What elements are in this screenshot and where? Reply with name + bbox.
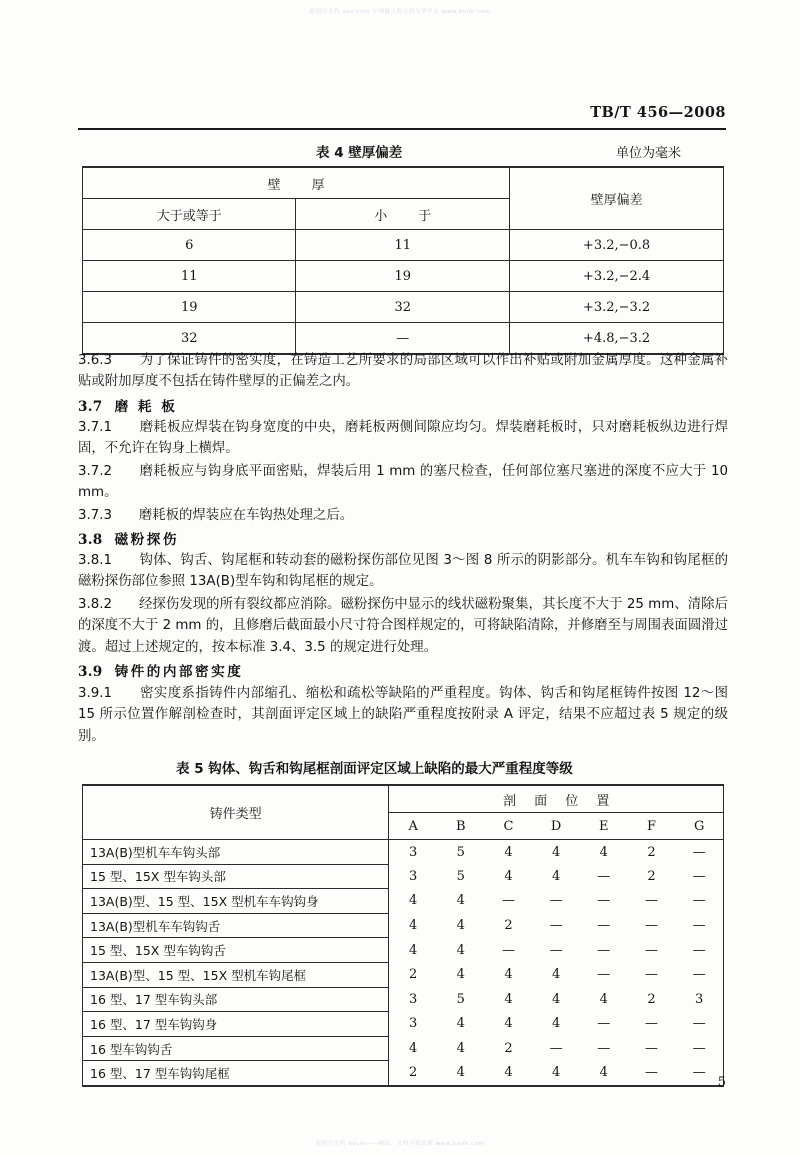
table5-col-f: F [628, 813, 676, 840]
table5-cell: 4 [599, 991, 608, 1007]
table5-col-b: B [437, 813, 485, 840]
table4-cell-ge: 32 [83, 323, 296, 355]
table5-cell: 4 [551, 991, 561, 1007]
table5-cell: — [644, 942, 658, 958]
table5-cell: 3 [675, 987, 723, 1012]
table4-cell-dev: +3.2,−3.2 [510, 292, 724, 323]
table5-col-e: E [580, 813, 628, 840]
clause-3-8-2: 3.8.2 经探伤发现的所有裂纹都应消除。磁粉探伤中显示的线状磁粉聚集，其长度不大于 25 mm、清除后的深度不大于 2 mm 的，且修磨后截面最小尺寸符合图样规定的，可将缺陷清除，并修磨至与周围表面圆滑过渡。超过上述规定的，按本标准 3.4、3.5 的规定进行处理。 [78, 597, 728, 655]
table5-group-header-row [83, 785, 724, 813]
table5-cell: — [675, 840, 723, 865]
table5-cell: — [644, 918, 658, 934]
table5-cell: 5 [456, 991, 465, 1007]
table5-cell: 2 [504, 918, 513, 934]
table4-lt-header: 小 于 [374, 208, 441, 224]
table5-cell: 4 [456, 967, 465, 983]
table5-cell: — [644, 893, 658, 909]
table-row [83, 1012, 724, 1037]
table5-cell: 4 [456, 942, 465, 958]
table5-cell: — [597, 893, 611, 909]
table5-group-header: 剖 面 位 置 [502, 793, 617, 809]
table5-cell: 3 [389, 864, 437, 889]
table5-cell: 5 [456, 844, 465, 860]
table5-cell: — [597, 918, 611, 934]
table4-group-header: 壁 厚 [267, 177, 334, 193]
table5-row-type: 15 型、15X 型车钩钩舌 [83, 938, 389, 963]
table5-cell: 2 [389, 962, 437, 987]
watermark-top: 原创力文档 doc.com 中国最大的文档分享平台 www.book.com [309, 9, 491, 15]
standard-identifier: TB/T 456—2008 [590, 104, 726, 121]
table5-caption: 表 5 钩体、钩舌和钩尾框剖面评定区域上缺陷的最大严重程度等级 [176, 761, 573, 777]
table5-cell: — [628, 1061, 676, 1086]
table5-cell: 4 [485, 1061, 533, 1086]
table5-cell: 2 [389, 1061, 437, 1086]
table5-col-a: A [389, 813, 437, 840]
table-row [83, 230, 724, 261]
watermark-bottom: 原创力文档 docin——网站：文档下载资源 www.book.com [315, 1141, 485, 1147]
table-row [83, 913, 724, 938]
table-row [83, 889, 724, 914]
heading-3-7-text: 磨 耗 板 [114, 399, 178, 415]
table-row [83, 962, 724, 987]
table5-col-d: D [532, 813, 580, 840]
table5-cell: 5 [456, 868, 465, 884]
table5-cell: — [597, 868, 611, 884]
table5-cell: — [644, 1016, 658, 1032]
table4-cell-dev: +3.2,−0.8 [510, 230, 724, 261]
table4-cell-dev: +4.8,−3.2 [510, 323, 724, 355]
table4-cell-dev: +3.2,−2.4 [510, 261, 724, 292]
table5-cell: — [597, 1041, 611, 1057]
table-row [83, 864, 724, 889]
table4-cell-lt: 19 [296, 261, 510, 292]
table5-cell: — [501, 893, 515, 909]
table5-row-type: 13A(B)型、15 型、15X 型机车车钩钩身 [83, 889, 389, 914]
table5-cell: 4 [389, 889, 437, 914]
table5-row-type: 16 型、17 型车钩钩身 [83, 1012, 389, 1037]
table-row [83, 840, 724, 865]
table5-cell: 3 [389, 840, 437, 865]
table5-row-type: 13A(B)型机车车钩钩舌 [83, 913, 389, 938]
table5-cell: — [675, 1061, 723, 1086]
table5-cell: 2 [504, 1041, 513, 1057]
table5-cell: 4 [504, 1016, 513, 1032]
table-defect-severity-grades [82, 784, 724, 1087]
table4-cell-lt: — [296, 323, 510, 355]
table5-type-header: 铸件类型 [209, 807, 262, 822]
table5-cell: — [675, 913, 723, 938]
table4-group-header-row [83, 167, 724, 199]
table5-cell: 2 [647, 991, 656, 1007]
table5-row-type: 16 型、17 型车钩钩尾框 [83, 1061, 389, 1086]
page-number: 5 [717, 1075, 726, 1090]
table5-cell: 4 [580, 1061, 628, 1086]
table5-cell: 4 [551, 1016, 561, 1032]
table5-cell: — [675, 1012, 723, 1037]
clause-3-7-2: 3.7.2 磨耗板应与钩身底平面密贴，焊装后用 1 mm 的塞尺检查，任何部位塞尺塞进的深度不应大于 10 mm。 [78, 464, 728, 501]
table5-cell: — [549, 942, 563, 958]
clause-3-7-1: 3.7.1 磨耗板应焊装在钩身宽度的中央，磨耗板两侧间隙应均匀。焊装磨耗板时，只对磨耗板纵边进行焊固，不允许在钩身上横焊。 [78, 420, 728, 457]
table5-cell: 4 [437, 1061, 485, 1086]
table5-cell: — [549, 1041, 563, 1057]
table5-cell: — [675, 962, 723, 987]
table5-cell: 2 [647, 868, 656, 884]
table4-cell-lt: 32 [296, 292, 510, 323]
table5-cell: 4 [456, 1016, 465, 1032]
heading-3-9-text: 铸件的内部密实度 [114, 664, 244, 680]
heading-3-7-number: 3.7 [78, 399, 103, 415]
table5-row-type: 16 型车钩钩舌 [83, 1036, 389, 1061]
table5-cell: 4 [504, 868, 513, 884]
table5-cell: 4 [532, 1061, 580, 1086]
heading-3-9-number: 3.9 [78, 664, 103, 680]
table5-cell: — [549, 918, 563, 934]
table-row [83, 938, 724, 963]
table4-cell-ge: 6 [83, 230, 296, 261]
table5-cell: 4 [551, 868, 561, 884]
table5-row-type: 13A(B)型机车车钩头部 [83, 840, 389, 865]
table5-cell: 4 [551, 844, 561, 860]
table5-cell: 4 [456, 918, 465, 934]
table5-cell: — [549, 893, 563, 909]
heading-3-9 [78, 660, 243, 680]
table4-cell-ge: 19 [83, 292, 296, 323]
table-row [83, 292, 724, 323]
table5-cell: — [675, 1036, 723, 1061]
table5-cell: 4 [389, 913, 437, 938]
table4-ge-header: 大于或等于 [156, 208, 222, 224]
table5-cell: — [597, 1016, 611, 1032]
table-row [83, 1036, 724, 1061]
clause-3-8-1: 3.8.1 钩体、钩舌、钩尾框和转动套的磁粉探伤部位见图 3～图 8 所示的阴影部分。机车车钩和钩尾框的磁粉探伤部位参照 13A(B)型车钩和钩尾框的规定。 [78, 553, 728, 590]
table4-cell-ge: 11 [83, 261, 296, 292]
table4-caption: 表 4 壁厚偏差 [316, 145, 403, 161]
table5-cell: — [597, 967, 611, 983]
heading-3-8 [78, 528, 179, 548]
table5-row-type: 15 型、15X 型车钩头部 [83, 864, 389, 889]
clause-3-7-3: 3.7.3 磨耗板的焊装应在车钩热处理之后。 [78, 508, 354, 523]
table-row [83, 987, 724, 1012]
table5-row-type: 13A(B)型、15 型、15X 型机车钩尾框 [83, 962, 389, 987]
table5-cell: — [675, 864, 723, 889]
table-wall-thickness-deviation [82, 166, 724, 355]
table5-cell: 3 [389, 987, 437, 1012]
heading-3-7 [78, 395, 177, 415]
table5-col-c: C [485, 813, 533, 840]
table5-cell: — [675, 938, 723, 963]
table5-cell: 4 [504, 844, 513, 860]
table4-unit-note: 单位为毫米 [616, 146, 682, 161]
table5-cell: 4 [456, 893, 465, 909]
table-row [83, 261, 724, 292]
table5-cell: — [644, 967, 658, 983]
table4-deviation-header: 壁厚偏差 [590, 193, 643, 208]
clause-3-6-3: 3.6.3 为了保证铸件的密实度，在铸造工艺所要求的局部区域可以作出补贴或附加金属厚度。这种金属补贴或附加厚度不包括在铸件壁厚的正偏差之内。 [78, 353, 728, 390]
table5-cell: — [501, 942, 515, 958]
table5-cell: — [644, 1041, 658, 1057]
table5-col-g: G [675, 813, 723, 840]
table5-cell: 4 [504, 991, 513, 1007]
table5-cell: — [675, 889, 723, 914]
header-rule [78, 128, 726, 130]
table5-cell: 4 [389, 1036, 437, 1061]
table5-cell: 4 [389, 938, 437, 963]
table5-cell: — [597, 942, 611, 958]
table5-cell: 2 [647, 844, 656, 860]
table5-cell: 4 [599, 844, 608, 860]
table5-cell: 4 [456, 1041, 465, 1057]
heading-3-8-text: 磁粉探伤 [114, 532, 179, 548]
clause-3-9-1: 3.9.1 密实度系指铸件内部缩孔、缩松和疏松等缺陷的严重程度。钩体、钩舌和钩尾框铸件按图 12～图 15 所示位置作解剖检查时，其剖面评定区域上的缺陷严重程度按附录 A 评定，结果不应超过表 5 规定的级别。 [78, 686, 728, 744]
table5-cell: 4 [551, 967, 561, 983]
table5-cell: 4 [504, 967, 513, 983]
table5-row-type: 16 型、17 型车钩头部 [83, 987, 389, 1012]
table5-cell: 3 [389, 1012, 437, 1037]
table4-cell-lt: 11 [296, 230, 510, 261]
heading-3-8-number: 3.8 [78, 532, 103, 548]
